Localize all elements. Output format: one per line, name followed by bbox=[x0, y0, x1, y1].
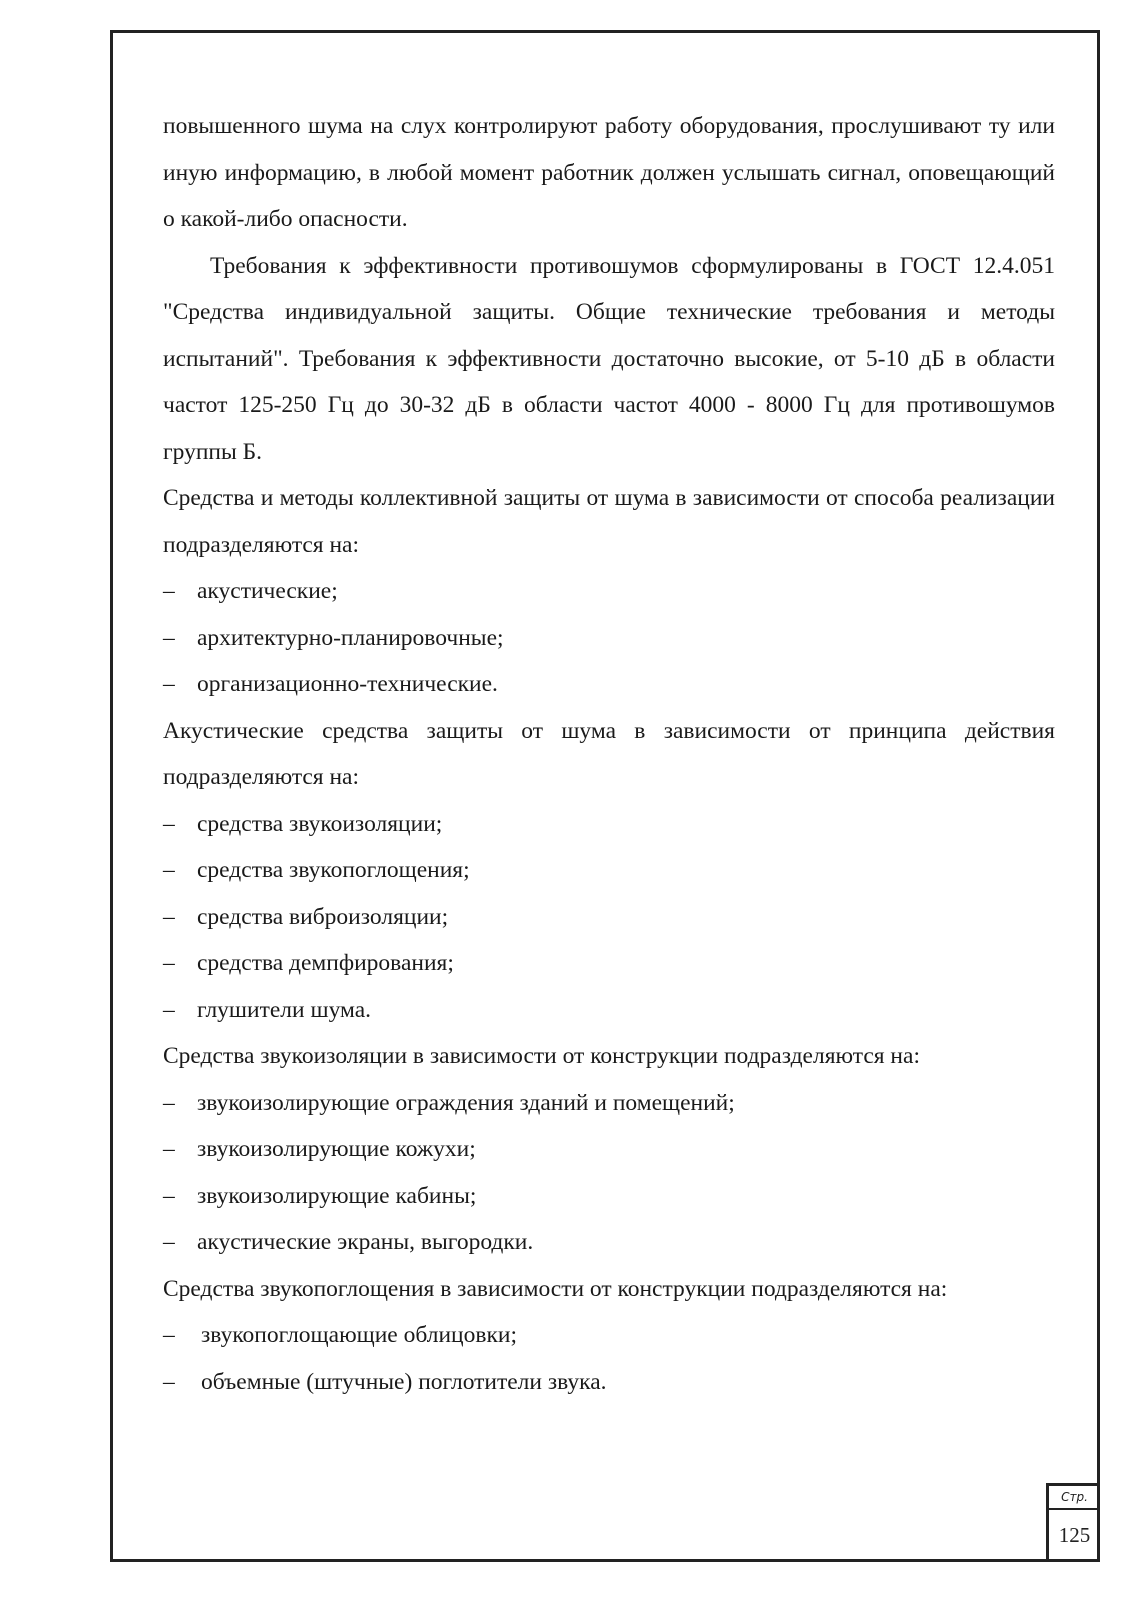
paragraph: Требования к эффективности противошумов сформулированы в ГОСТ 12.4.051 "Средства индивидуальной защиты. Общие технические требования и методы испытаний". Требования к эффективности достаточно высокие, от 5-10 дБ в области частот 125-250 Гц до 30-32 дБ в области частот 4000 - 8000 Гц для противошумов группы Б. bbox=[163, 252, 1055, 465]
list-item bbox=[163, 801, 1055, 848]
list-item-text: объемные (штучные) поглотители звука. bbox=[201, 1368, 607, 1395]
list-item bbox=[163, 568, 1055, 615]
paragraph: Средства звукоизоляции в зависимости от конструкции подразделяются на: bbox=[163, 1043, 920, 1069]
list-item-text: средства демпфирования; bbox=[197, 950, 454, 976]
list-item bbox=[163, 1080, 1055, 1127]
list-item bbox=[163, 894, 1055, 941]
list-item bbox=[163, 1312, 1055, 1359]
list-item-text: архитектурно-планировочные; bbox=[197, 624, 504, 651]
list-item-text: звукопоглощающие облицовки; bbox=[201, 1322, 517, 1348]
list-dash: – bbox=[163, 1182, 175, 1209]
paragraph: Средства и методы коллективной защиты от шума в зависимости от способа реализации подразделяются на: bbox=[163, 485, 1055, 558]
page-number: 125 bbox=[1058, 1523, 1091, 1547]
document-body bbox=[163, 103, 1055, 1405]
list-item-text: звукоизолирующие кабины; bbox=[197, 1182, 477, 1209]
list-item bbox=[163, 661, 1055, 708]
list-dash: – bbox=[163, 1136, 175, 1162]
list-item-text: средства звукопоглощения; bbox=[197, 857, 470, 883]
list-item bbox=[163, 1173, 1055, 1220]
list-dash: – bbox=[163, 578, 175, 604]
list-item bbox=[163, 1359, 1055, 1406]
page-number-stamp bbox=[1046, 1483, 1100, 1562]
list-dash: – bbox=[163, 671, 175, 697]
paragraph: повышенного шума на слух контролируют работу оборудования, прослушивают ту или иную информацию, в любой момент работник должен услышать сигнал, оповещающий о какой-либо опасности. bbox=[163, 113, 1055, 232]
list-item-text: звукоизолирующие ограждения зданий и помещений; bbox=[197, 1089, 735, 1116]
list-dash: – bbox=[163, 903, 175, 930]
list-item bbox=[163, 615, 1055, 662]
list-dash: – bbox=[163, 1089, 175, 1116]
list-item-text: глушители шума. bbox=[197, 996, 372, 1023]
list-dash: – bbox=[163, 810, 175, 837]
list-dash: – bbox=[163, 857, 175, 883]
list-item bbox=[163, 847, 1055, 894]
paragraph: Средства звукопоглощения в зависимости от конструкции подразделяются на: bbox=[163, 1275, 948, 1302]
list-item bbox=[163, 940, 1055, 987]
list-item-text: акустические; bbox=[197, 578, 338, 604]
list-dash: – bbox=[163, 950, 175, 976]
list-item-text: звукоизолирующие кожухи; bbox=[197, 1136, 476, 1162]
list-item-text: средства звукоизоляции; bbox=[197, 810, 443, 837]
list-dash: – bbox=[163, 1322, 175, 1348]
list-dash: – bbox=[163, 1368, 175, 1395]
list-dash: – bbox=[163, 624, 175, 651]
page-label: Стр. bbox=[1049, 1486, 1100, 1510]
paragraph: Акустические средства защиты от шума в зависимости от принципа действия подразделяются на: bbox=[163, 717, 1055, 790]
list-item-text: средства виброизоляции; bbox=[197, 903, 449, 930]
list-item bbox=[163, 1126, 1055, 1173]
list-item bbox=[163, 987, 1055, 1034]
list-dash: – bbox=[163, 996, 175, 1023]
list-dash: – bbox=[163, 1229, 175, 1255]
list-item bbox=[163, 1219, 1055, 1266]
list-item-text: акустические экраны, выгородки. bbox=[197, 1229, 534, 1255]
list-item-text: организационно-технические. bbox=[197, 671, 498, 697]
